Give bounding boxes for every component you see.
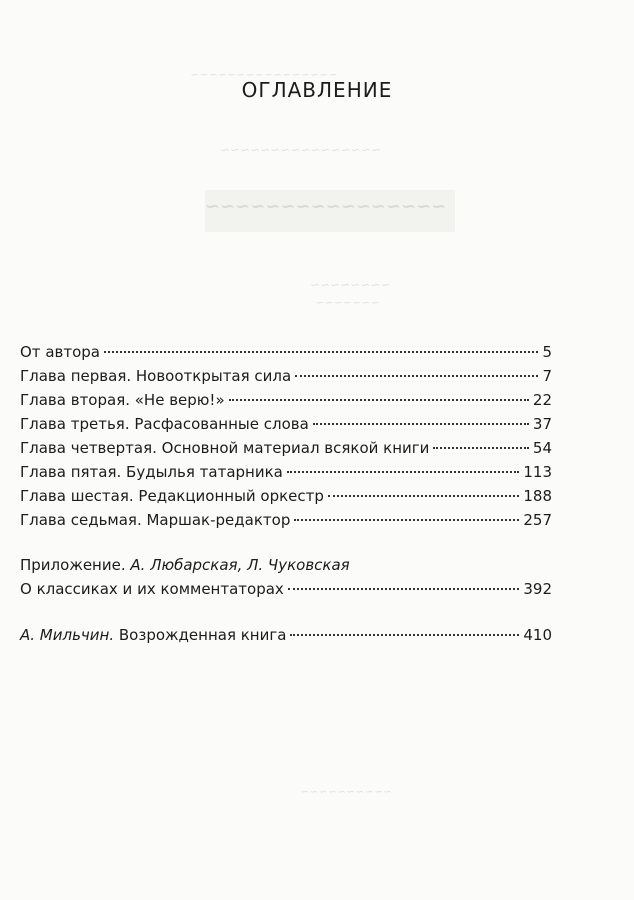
- toc-entry[interactable]: [20, 460, 552, 484]
- toc-entry-title: Глава вторая. «Не верю!»: [20, 391, 225, 409]
- dot-leader: [328, 495, 519, 497]
- dot-leader: [294, 519, 519, 521]
- toc-entry-page: 392: [523, 580, 552, 598]
- afterword-title: Возрожденная книга: [118, 626, 287, 644]
- appendix-prefix: Приложение.: [20, 556, 126, 574]
- dot-leader: [104, 351, 538, 353]
- bleed-through-text: ~~~~~~~~: [310, 278, 391, 292]
- dot-leader: [433, 447, 528, 449]
- toc-entry-title: Глава шестая. Редакционный оркестр: [20, 487, 324, 505]
- toc-entry[interactable]: [20, 364, 552, 388]
- toc-entry-title: Глава третья. Расфасованные слова: [20, 415, 309, 433]
- dot-leader: [288, 588, 520, 590]
- toc-entry-title: Глава пятая. Будылья татарника: [20, 463, 283, 481]
- table-of-contents: [20, 340, 552, 647]
- section-gap: [20, 532, 552, 553]
- toc-entry-page: 7: [542, 367, 552, 385]
- bleed-through-block: [205, 190, 455, 232]
- bleed-through-text: ~~~~~~~~~~~~~~~~: [205, 196, 447, 217]
- bleed-through-text: ~~~~~~~: [315, 296, 380, 309]
- toc-entry[interactable]: [20, 484, 552, 508]
- toc-entry-page: 188: [523, 487, 552, 505]
- toc-entry-appendix[interactable]: [20, 577, 552, 601]
- bleed-through-text: ~~~~~~~~~~: [300, 785, 393, 798]
- toc-entry-title: Глава седьмая. Маршак-редактор: [20, 511, 291, 529]
- toc-entry-title: Глава четвертая. Основной материал всякой книги: [20, 439, 430, 457]
- page-title: ОГЛАВЛЕНИЕ: [241, 78, 393, 102]
- toc-entry[interactable]: [20, 412, 552, 436]
- toc-entry-page: 257: [523, 511, 552, 529]
- toc-entry[interactable]: [20, 436, 552, 460]
- toc-entry[interactable]: [20, 340, 552, 364]
- dot-leader: [313, 423, 529, 425]
- toc-entry-title: От автора: [20, 343, 100, 361]
- toc-entry-afterword[interactable]: [20, 623, 552, 647]
- bleed-through-text: ~~~~~~~~~~~~~~~~: [220, 143, 381, 157]
- toc-entry-page: 54: [532, 439, 552, 457]
- dot-leader: [287, 471, 520, 473]
- appendix-label: [20, 553, 350, 577]
- bleed-through-text: ~~~~~~~~~~~~~~~~: [190, 68, 338, 81]
- dot-leader: [290, 634, 519, 636]
- appendix-heading: [20, 553, 552, 577]
- toc-entry[interactable]: [20, 508, 552, 532]
- toc-entry[interactable]: [20, 388, 552, 412]
- toc-entry-title: [20, 623, 286, 647]
- section-gap: [20, 601, 552, 623]
- toc-entry-title: Глава первая. Новооткрытая сила: [20, 367, 292, 385]
- toc-entry-page: 410: [523, 626, 552, 644]
- toc-entry-page: 5: [542, 343, 552, 361]
- toc-entry-page: 113: [523, 463, 552, 481]
- dot-leader: [295, 375, 538, 377]
- dot-leader: [229, 399, 529, 401]
- toc-entry-page: 37: [532, 415, 552, 433]
- toc-entry-page: 22: [532, 391, 552, 409]
- afterword-author: А. Мильчин.: [20, 626, 115, 644]
- appendix-authors: А. Любарская, Л. Чуковская: [130, 556, 350, 574]
- toc-entry-title: О классиках и их комментаторах: [20, 580, 284, 598]
